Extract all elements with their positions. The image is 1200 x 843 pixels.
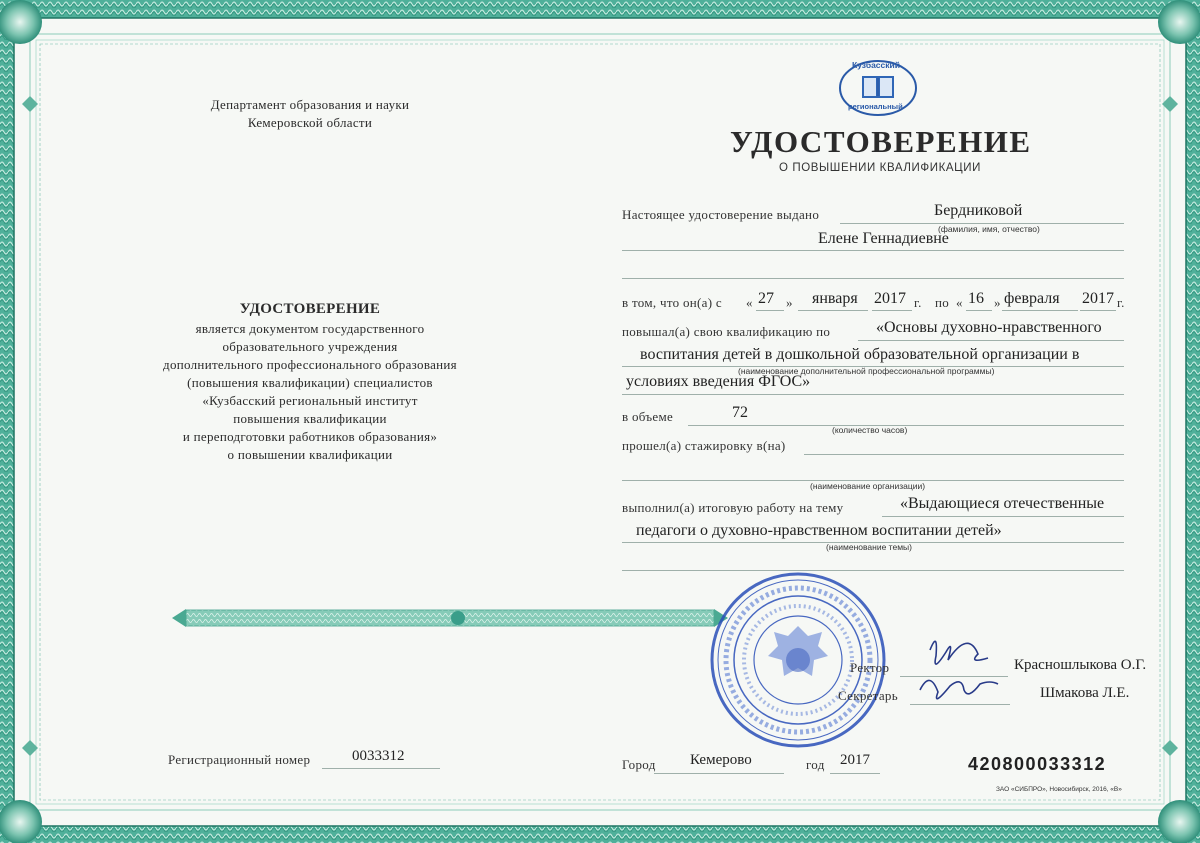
department-line-2: Кемеровской области bbox=[247, 115, 373, 130]
year-value: 2017 bbox=[840, 752, 870, 768]
city-label: Город bbox=[622, 757, 656, 772]
left-body-line: является документом государственного bbox=[195, 321, 425, 336]
volume-caption: (количество часов) bbox=[832, 425, 908, 435]
given-names-value: Елене Геннадиевне bbox=[818, 230, 949, 247]
logo-top-text: Кузбасский bbox=[852, 60, 900, 70]
to-month: февраля bbox=[1004, 290, 1060, 307]
from-year-suffix: г. bbox=[914, 295, 922, 310]
right-subtitle: О ПОВЫШЕНИИ КВАЛИФИКАЦИИ bbox=[779, 162, 981, 174]
from-day: 27 bbox=[758, 290, 774, 307]
left-title: УДОСТОВЕРЕНИЕ bbox=[239, 301, 381, 317]
work-label: выполнил(а) итоговую работу на тему bbox=[622, 500, 844, 515]
secretary-label: Секретарь bbox=[838, 688, 898, 703]
department-line-1: Департамент образования и науки bbox=[210, 97, 410, 112]
quote-open: « bbox=[746, 295, 753, 310]
city-value: Кемерово bbox=[690, 752, 752, 768]
work-line-1: «Выдающиеся отечественные bbox=[900, 495, 1105, 512]
issued-label: Настоящее удостоверение выдано bbox=[622, 207, 820, 222]
left-body-line: «Кузбасский региональный институт bbox=[202, 393, 418, 408]
left-body-line: дополнительного профессионального образования bbox=[163, 357, 457, 372]
year-label: год bbox=[806, 757, 825, 772]
name-caption: (фамилия, имя, отчество) bbox=[938, 224, 1040, 234]
quote-close: » bbox=[994, 295, 1001, 310]
program-label: повышал(а) свою квалификацию по bbox=[622, 324, 831, 339]
internship-label: прошел(а) стажировку в(на) bbox=[622, 438, 786, 453]
work-line-2: педагоги о духовно-нравственном воспитании детей» bbox=[636, 522, 1002, 539]
reg-number-value: 0033312 bbox=[352, 748, 405, 764]
left-body bbox=[130, 320, 490, 464]
rector-name: Красношлыкова О.Г. bbox=[1014, 657, 1147, 673]
department-block bbox=[170, 96, 450, 132]
work-caption: (наименование темы) bbox=[826, 542, 912, 552]
signatures bbox=[920, 641, 998, 698]
from-month: января bbox=[812, 290, 858, 307]
right-title: УДОСТОВЕРЕНИЕ bbox=[730, 124, 1032, 159]
quote-open: « bbox=[956, 295, 963, 310]
program-line-3: условиях введения ФГОС» bbox=[626, 373, 811, 390]
logo-bottom-text: региональный bbox=[848, 102, 903, 111]
secretary-name: Шмакова Л.Е. bbox=[1040, 685, 1130, 701]
rector-label: Ректор bbox=[850, 660, 890, 675]
reg-number-label: Регистрационный номер bbox=[168, 752, 311, 767]
to-label: по bbox=[935, 295, 950, 310]
left-body-line: повышения квалификации bbox=[233, 411, 387, 426]
left-body-line: образовательного учреждения bbox=[222, 339, 398, 354]
period-intro: в том, что он(а) с bbox=[622, 295, 722, 310]
from-year: 2017 bbox=[874, 290, 906, 307]
left-body-line: (повышения квалификации) специалистов bbox=[187, 375, 433, 390]
left-body-line: о повышении квалификации bbox=[227, 447, 393, 462]
program-line-1: «Основы духовно-нравственного bbox=[876, 319, 1102, 336]
volume-label: в объеме bbox=[622, 409, 674, 424]
program-line-2: воспитания детей в дошкольной образовательной организации в bbox=[640, 346, 1080, 363]
internship-caption: (наименование организации) bbox=[810, 481, 926, 491]
quote-close: » bbox=[786, 295, 793, 310]
program-caption: (наименование дополнительной профессиональной программы) bbox=[738, 366, 995, 376]
printer-note: ЗАО «СИБПРО», Новосибирск, 2016, «В» bbox=[996, 786, 1122, 793]
serial-number: 420800033312 bbox=[968, 754, 1107, 774]
to-year: 2017 bbox=[1082, 290, 1114, 307]
to-day: 16 bbox=[968, 290, 984, 307]
left-body-line: и переподготовки работников образования» bbox=[182, 429, 438, 444]
to-year-suffix: г. bbox=[1117, 295, 1125, 310]
institute-logo bbox=[838, 58, 918, 118]
volume-value: 72 bbox=[732, 404, 748, 421]
surname-value: Бердниковой bbox=[934, 202, 1023, 219]
